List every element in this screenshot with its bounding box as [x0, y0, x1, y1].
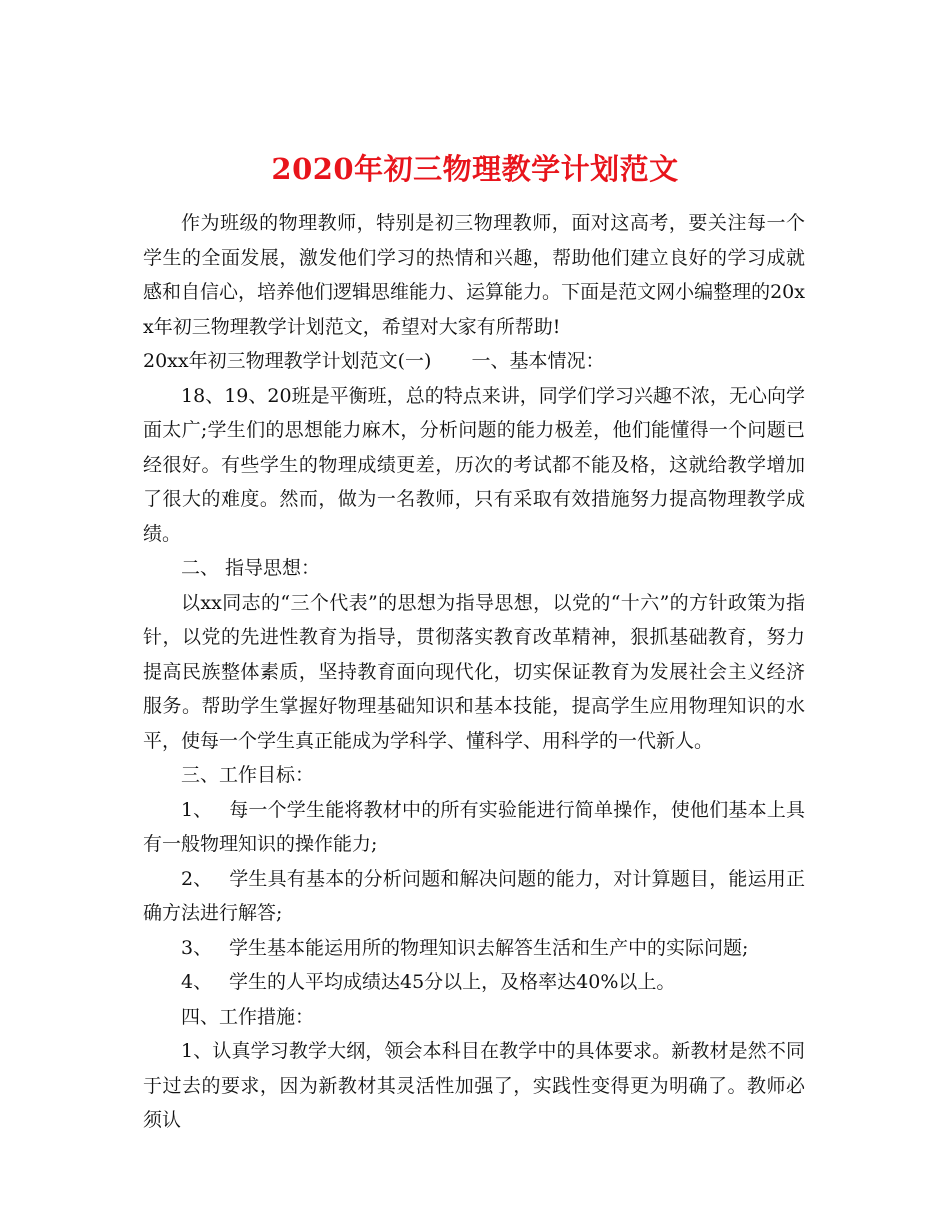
goal-text: 学生具有基本的分析问题和解决问题的能力，对计算题目，能运用正确方法进行解答; — [143, 867, 805, 924]
section-2-paragraph: 以xx同志的“三个代表”的思想为指导思想，以党的“十六”的方针政策为指针，以党的先进性教育为指导，贯彻落实教育改革精神，狠抓基础教育，努力提高民族整体素质，坚持教育面向现代化，切实保证教育为发展社会主义经济服务。帮助学生掌握好物理基础知识和基本技能，提高学生应用物理知识的水平，使每一个学生真正能成为学科学、懂科学、用科学的一代新人。 — [143, 591, 805, 752]
plan-subtitle: 20xx年初三物理教学计划范文(一) — [143, 350, 432, 372]
section-4-paragraph: 1、认真学习教学大纲，领会本科目在教学中的具体要求。新教材是然不同于过去的要求，因为新教材其灵活性加强了，实践性变得更为明确了。教师必须认 — [143, 1040, 805, 1131]
document-title: 2020年初三物理教学计划范文 — [271, 152, 679, 187]
subtitle-line — [143, 344, 805, 379]
document-body — [143, 206, 805, 1138]
intro-paragraph: 作为班级的物理教师，特别是初三物理教师，面对这高考，要关注每一个学生的全面发展，激发他们学习的热情和兴趣，帮助他们建立良好的学习成就感和自信心，培养他们逻辑思维能力、运算能力。下面是范文网小编整理的20xx年初三物理教学计划范文，希望对大家有所帮助! — [143, 212, 805, 338]
section-1-heading: 一、基本情况： — [471, 350, 605, 372]
goal-number: 3、 — [181, 936, 213, 959]
section-2-heading: 二、 指导思想： — [181, 557, 321, 579]
goal-text: 学生的人平均成绩达45分以上，及格率达40%以上。 — [229, 971, 676, 993]
goal-text: 学生基本能运用所的物理知识去解答生活和生产中的实际问题; — [229, 936, 749, 959]
section-4-heading: 四、工作措施： — [181, 1005, 315, 1028]
goal-number: 2、 — [181, 867, 213, 890]
goal-item — [143, 862, 805, 931]
goal-text: 每一个学生能将教材中的所有实验能进行简单操作，使他们基本上具有一般物理知识的操作能力; — [143, 798, 805, 855]
goal-item — [143, 931, 805, 966]
goal-number: 1、 — [181, 798, 213, 821]
goal-item — [143, 965, 805, 1000]
goal-item — [143, 793, 805, 862]
section-3-heading: 三、工作目标： — [181, 764, 315, 786]
section-1-paragraph: 18、19、20班是平衡班，总的特点来讲，同学们学习兴趣不浓，无心向学面太广;学生们的思想能力麻木，分析问题的能力极差，他们能懂得一个问题已经很好。有些学生的物理成绩更差，历次的考试都不能及格，这就给教学增加了很大的难度。然而，做为一名教师，只有采取有效措施努力提高物理教学成绩。 — [143, 384, 805, 545]
goal-number: 4、 — [181, 971, 213, 993]
